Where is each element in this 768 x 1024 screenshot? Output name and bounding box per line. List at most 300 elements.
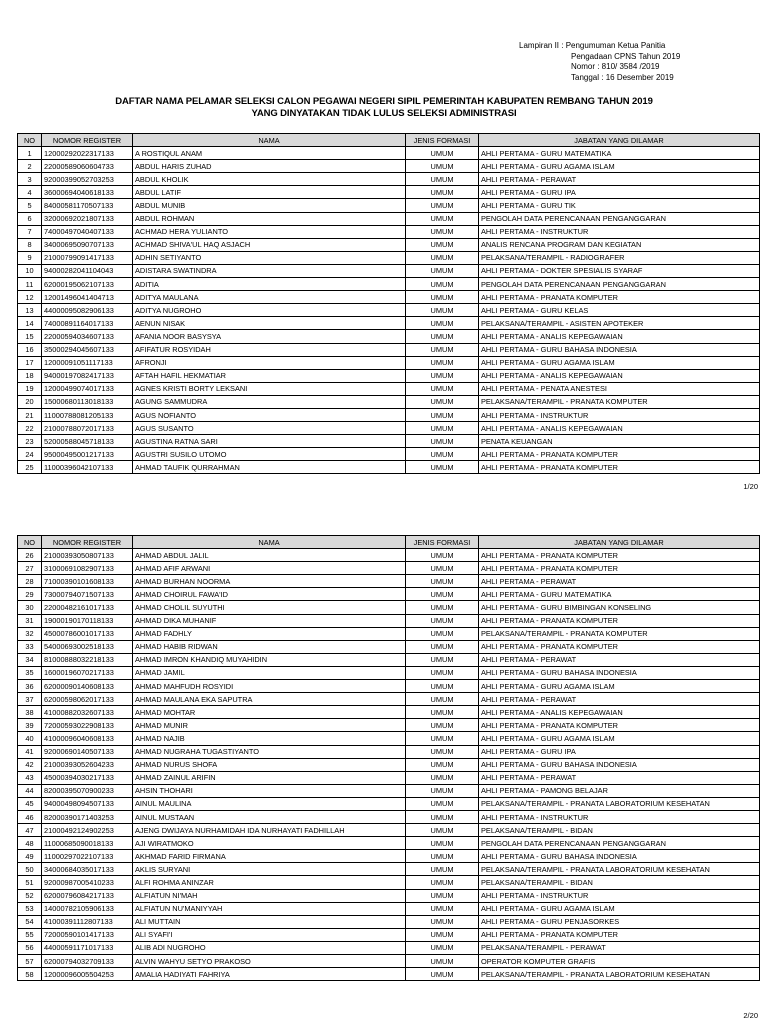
cell-jabatan: AHLI PERTAMA - INSTRUKTUR	[479, 225, 760, 238]
cell-register: 12000096005504253	[42, 968, 133, 981]
cell-register: 94000197082417133	[42, 369, 133, 382]
cell-jabatan: AHLI PERTAMA - PERAWAT	[479, 575, 760, 588]
cell-formasi: UMUM	[406, 706, 479, 719]
cell-formasi: UMUM	[406, 382, 479, 395]
table-row	[18, 461, 760, 474]
cell-no: 11	[18, 278, 42, 291]
lampiran-line: Tanggal : 16 Desember 2019	[571, 72, 674, 82]
cell-formasi: UMUM	[406, 627, 479, 640]
cell-nama: AGUSTRI SUSILO UTOMO	[133, 448, 406, 461]
cell-nama: AHMAD NAJIB	[133, 732, 406, 745]
cell-formasi: UMUM	[406, 575, 479, 588]
table-row	[18, 680, 760, 693]
cell-no: 31	[18, 614, 42, 627]
cell-formasi: UMUM	[406, 448, 479, 461]
cell-nama: A ROSTIQUL ANAM	[133, 147, 406, 160]
cell-jabatan: AHLI PERTAMA - PRANATA KOMPUTER	[479, 448, 760, 461]
cell-nama: AHMAD MAULANA EKA SAPUTRA	[133, 693, 406, 706]
document-page-1	[0, 0, 768, 500]
cell-jabatan: PELAKSANA/TERAMPIL - BIDAN	[479, 824, 760, 837]
cell-no: 43	[18, 771, 42, 784]
cell-register: 34000684035017133	[42, 863, 133, 876]
table-row	[18, 601, 760, 614]
cell-jabatan: PENATA KEUANGAN	[479, 435, 760, 448]
cell-nama: AJI WIRATMOKO	[133, 837, 406, 850]
table-row	[18, 771, 760, 784]
cell-register: 31000691082907133	[42, 562, 133, 575]
cell-register: 92000987005410233	[42, 876, 133, 889]
col-header-no: NO	[18, 536, 42, 549]
cell-formasi: UMUM	[406, 549, 479, 562]
cell-jabatan: PELAKSANA/TERAMPIL - PRANATA KOMPUTER	[479, 627, 760, 640]
cell-nama: AINUL MAULINA	[133, 797, 406, 810]
table-row	[18, 448, 760, 461]
cell-nama: AHMAD MOHTAR	[133, 706, 406, 719]
cell-register: 22000589060604733	[42, 160, 133, 173]
cell-jabatan: AHLI PERTAMA - PERAWAT	[479, 771, 760, 784]
cell-jabatan: AHLI PERTAMA - GURU TIK	[479, 199, 760, 212]
cell-no: 42	[18, 758, 42, 771]
cell-no: 46	[18, 810, 42, 823]
table-row	[18, 291, 760, 304]
col-header-nama: NAMA	[133, 536, 406, 549]
cell-no: 27	[18, 562, 42, 575]
cell-no: 30	[18, 601, 42, 614]
cell-no: 33	[18, 640, 42, 653]
table-row	[18, 549, 760, 562]
cell-formasi: UMUM	[406, 186, 479, 199]
cell-formasi: UMUM	[406, 732, 479, 745]
cell-nama: AKLIS SURYANI	[133, 863, 406, 876]
table-header-row	[18, 536, 760, 549]
table-row	[18, 588, 760, 601]
cell-register: 12001496041404713	[42, 291, 133, 304]
cell-jabatan: AHLI PERTAMA - ANALIS KEPEGAWAIAN	[479, 706, 760, 719]
table-row	[18, 627, 760, 640]
cell-no: 25	[18, 461, 42, 474]
cell-register: 62000794032709133	[42, 955, 133, 968]
cell-no: 13	[18, 304, 42, 317]
cell-nama: AHMAD MUNIR	[133, 719, 406, 732]
cell-register: 82000390171403253	[42, 810, 133, 823]
cell-register: 21000492124902253	[42, 824, 133, 837]
applicant-table-page-1	[17, 133, 760, 474]
cell-no: 58	[18, 968, 42, 981]
cell-register: 72000593022908133	[42, 719, 133, 732]
cell-formasi: UMUM	[406, 719, 479, 732]
cell-jabatan: AHLI PERTAMA - PERAWAT	[479, 653, 760, 666]
cell-jabatan: PELAKSANA/TERAMPIL - PRANATA LABORATORIUM KESEHATAN	[479, 968, 760, 981]
cell-register: 21000788072017133	[42, 422, 133, 435]
cell-nama: ALI MUTTAIN	[133, 915, 406, 928]
cell-formasi: UMUM	[406, 160, 479, 173]
cell-jabatan: PELAKSANA/TERAMPIL - RADIOGRAFER	[479, 251, 760, 264]
cell-register: 74000891164017133	[42, 317, 133, 330]
cell-no: 50	[18, 863, 42, 876]
cell-nama: AJENG DWIJAYA NURHAMIDAH IDA NURHAYATI FADHILLAH	[133, 824, 406, 837]
cell-no: 54	[18, 915, 42, 928]
cell-nama: AINUL MUSTAAN	[133, 810, 406, 823]
table-row	[18, 422, 760, 435]
cell-no: 45	[18, 797, 42, 810]
cell-jabatan: PELAKSANA/TERAMPIL - PRANATA LABORATORIUM KESEHATAN	[479, 863, 760, 876]
cell-register: 41000391112807133	[42, 915, 133, 928]
cell-formasi: UMUM	[406, 317, 479, 330]
table-row	[18, 395, 760, 408]
cell-jabatan: AHLI PERTAMA - GURU AGAMA ISLAM	[479, 732, 760, 745]
title-line-1: DAFTAR NAMA PELAMAR SELEKSI CALON PEGAWAI NEGERI SIPIL PEMERINTAH KABUPATEN REMBANG TAHUN 2019	[115, 96, 653, 107]
cell-nama: AHMAD AFIF ARWANI	[133, 562, 406, 575]
cell-nama: AHMAD BURHAN NOORMA	[133, 575, 406, 588]
cell-jabatan: AHLI PERTAMA - INSTRUKTUR	[479, 810, 760, 823]
table-row	[18, 408, 760, 421]
cell-register: 54000693002518133	[42, 640, 133, 653]
table-row	[18, 955, 760, 968]
table-row	[18, 824, 760, 837]
cell-no: 3	[18, 173, 42, 186]
cell-jabatan: AHLI PERTAMA - GURU AGAMA ISLAM	[479, 356, 760, 369]
table-row	[18, 758, 760, 771]
cell-nama: AHMAD CHOIRUL FAWA'ID	[133, 588, 406, 601]
cell-formasi: UMUM	[406, 889, 479, 902]
cell-formasi: UMUM	[406, 745, 479, 758]
cell-register: 12000091051117133	[42, 356, 133, 369]
cell-formasi: UMUM	[406, 238, 479, 251]
cell-no: 35	[18, 666, 42, 679]
cell-no: 28	[18, 575, 42, 588]
cell-register: 62000090140608133	[42, 680, 133, 693]
lampiran-line: Pengadaan CPNS Tahun 2019	[571, 51, 681, 61]
table-row	[18, 784, 760, 797]
cell-no: 38	[18, 706, 42, 719]
cell-nama: AHMAD ZAINUL ARIFIN	[133, 771, 406, 784]
cell-no: 41	[18, 745, 42, 758]
cell-formasi: UMUM	[406, 343, 479, 356]
cell-nama: ABDUL ROHMAN	[133, 212, 406, 225]
table-header-row	[18, 134, 760, 147]
cell-register: 19000190170118133	[42, 614, 133, 627]
cell-nama: AHMAD CHOLIL SUYUTHI	[133, 601, 406, 614]
table-row	[18, 693, 760, 706]
cell-jabatan: AHLI PERTAMA - GURU IPA	[479, 186, 760, 199]
table-row	[18, 369, 760, 382]
cell-formasi: UMUM	[406, 824, 479, 837]
cell-formasi: UMUM	[406, 562, 479, 575]
table-row	[18, 264, 760, 277]
cell-no: 51	[18, 876, 42, 889]
table-row	[18, 199, 760, 212]
cell-formasi: UMUM	[406, 810, 479, 823]
cell-register: 11000396042107133	[42, 461, 133, 474]
cell-no: 47	[18, 824, 42, 837]
cell-no: 20	[18, 395, 42, 408]
cell-jabatan: PELAKSANA/TERAMPIL - PRANATA LABORATORIUM KESEHATAN	[479, 797, 760, 810]
cell-formasi: UMUM	[406, 968, 479, 981]
table-row	[18, 212, 760, 225]
cell-register: 22000594034607133	[42, 330, 133, 343]
table-row	[18, 238, 760, 251]
table-row	[18, 160, 760, 173]
cell-no: 12	[18, 291, 42, 304]
cell-nama: ABDUL HARIS ZUHAD	[133, 160, 406, 173]
cell-nama: ALFIATUN NI'MAH	[133, 889, 406, 902]
cell-no: 8	[18, 238, 42, 251]
cell-nama: AHMAD NURUS SHOFA	[133, 758, 406, 771]
table-row	[18, 850, 760, 863]
cell-formasi: UMUM	[406, 278, 479, 291]
cell-jabatan: OPERATOR KOMPUTER GRAFIS	[479, 955, 760, 968]
cell-formasi: UMUM	[406, 758, 479, 771]
cell-nama: ALIB ADI NUGROHO	[133, 941, 406, 954]
cell-jabatan: AHLI PERTAMA - PRANATA KOMPUTER	[479, 562, 760, 575]
cell-register: 92000399052703253	[42, 173, 133, 186]
table-row	[18, 317, 760, 330]
cell-jabatan: PELAKSANA/TERAMPIL - PRANATA KOMPUTER	[479, 395, 760, 408]
table-row	[18, 928, 760, 941]
cell-no: 9	[18, 251, 42, 264]
cell-nama: AHMAD IMRON KHANDIQ MUYAHIDIN	[133, 653, 406, 666]
cell-nama: AGUS SUSANTO	[133, 422, 406, 435]
table-row	[18, 968, 760, 981]
cell-formasi: UMUM	[406, 173, 479, 186]
cell-no: 1	[18, 147, 42, 160]
cell-nama: ADITYA MAULANA	[133, 291, 406, 304]
cell-formasi: UMUM	[406, 225, 479, 238]
cell-register: 95000495001217133	[42, 448, 133, 461]
cell-no: 22	[18, 422, 42, 435]
cell-jabatan: AHLI PERTAMA - PRANATA KOMPUTER	[479, 640, 760, 653]
cell-no: 37	[18, 693, 42, 706]
cell-register: 44000591171017133	[42, 941, 133, 954]
cell-nama: AHMAD NUGRAHA TUGASTIYANTO	[133, 745, 406, 758]
cell-register: 92000690140507133	[42, 745, 133, 758]
cell-formasi: UMUM	[406, 928, 479, 941]
cell-no: 26	[18, 549, 42, 562]
cell-nama: AFIFATUR ROSYIDAH	[133, 343, 406, 356]
cell-jabatan: PENGOLAH DATA PERENCANAAN PENGANGGARAN	[479, 212, 760, 225]
col-header-nama: NAMA	[133, 134, 406, 147]
cell-register: 62000796084217133	[42, 889, 133, 902]
table-row	[18, 356, 760, 369]
cell-formasi: UMUM	[406, 601, 479, 614]
table-row	[18, 941, 760, 954]
cell-no: 29	[18, 588, 42, 601]
cell-formasi: UMUM	[406, 863, 479, 876]
cell-no: 21	[18, 408, 42, 421]
cell-no: 10	[18, 264, 42, 277]
cell-no: 55	[18, 928, 42, 941]
cell-register: 21000393050807133	[42, 549, 133, 562]
cell-nama: ALFIATUN NU'MANIYYAH	[133, 902, 406, 915]
cell-formasi: UMUM	[406, 264, 479, 277]
cell-nama: AFANIA NOOR BASYSYA	[133, 330, 406, 343]
cell-formasi: UMUM	[406, 304, 479, 317]
cell-no: 6	[18, 212, 42, 225]
table-row	[18, 810, 760, 823]
col-header-register: NOMOR REGISTER	[42, 134, 133, 147]
cell-no: 56	[18, 941, 42, 954]
cell-nama: AHMAD ABDUL JALIL	[133, 549, 406, 562]
table-row	[18, 575, 760, 588]
cell-jabatan: AHLI PERTAMA - PERAWAT	[479, 693, 760, 706]
cell-jabatan: AHLI PERTAMA - PRANATA KOMPUTER	[479, 549, 760, 562]
cell-nama: ABDUL MUNIB	[133, 199, 406, 212]
table-row	[18, 562, 760, 575]
cell-formasi: UMUM	[406, 199, 479, 212]
cell-formasi: UMUM	[406, 147, 479, 160]
cell-nama: ABDUL LATIF	[133, 186, 406, 199]
cell-register: 34000695090707133	[42, 238, 133, 251]
cell-nama: ADITYA NUGROHO	[133, 304, 406, 317]
table-row	[18, 745, 760, 758]
cell-register: 21000393052604233	[42, 758, 133, 771]
lampiran-line: Nomor : 810/ 3584 /2019	[571, 62, 660, 71]
col-header-no: NO	[18, 134, 42, 147]
lampiran-line: Lampiran II : Pengumuman Ketua Panitia	[519, 41, 666, 50]
cell-nama: AHMAD JAMIL	[133, 666, 406, 679]
cell-nama: ACHMAD HERA YULIANTO	[133, 225, 406, 238]
cell-register: 11000297022107133	[42, 850, 133, 863]
cell-nama: AHMAD MAHFUDH ROSYIDI	[133, 680, 406, 693]
table-row	[18, 915, 760, 928]
cell-no: 14	[18, 317, 42, 330]
cell-register: 84000581170507133	[42, 199, 133, 212]
col-header-formasi: JENIS FORMASI	[406, 536, 479, 549]
cell-formasi: UMUM	[406, 395, 479, 408]
cell-nama: AHMAD DIKA MUHANIF	[133, 614, 406, 627]
cell-register: 11000685090018133	[42, 837, 133, 850]
cell-no: 48	[18, 837, 42, 850]
cell-nama: AHMAD HABIB RIDWAN	[133, 640, 406, 653]
table-row	[18, 147, 760, 160]
cell-jabatan: AHLI PERTAMA - INSTRUKTUR	[479, 408, 760, 421]
cell-formasi: UMUM	[406, 876, 479, 889]
cell-nama: AKHMAD FARID FIRMANA	[133, 850, 406, 863]
lampiran-block	[519, 41, 680, 83]
cell-jabatan: AHLI PERTAMA - GURU MATEMATIKA	[479, 588, 760, 601]
cell-formasi: UMUM	[406, 837, 479, 850]
cell-formasi: UMUM	[406, 614, 479, 627]
cell-nama: AHMAD FADHLY	[133, 627, 406, 640]
cell-jabatan: AHLI PERTAMA - PRANATA KOMPUTER	[479, 928, 760, 941]
page-number: 1/20	[743, 482, 758, 491]
cell-register: 94000498094507133	[42, 797, 133, 810]
cell-jabatan: AHLI PERTAMA - PENATA ANESTESI	[479, 382, 760, 395]
cell-register: 22000482161017133	[42, 601, 133, 614]
cell-register: 62000195062107133	[42, 278, 133, 291]
cell-jabatan: PELAKSANA/TERAMPIL - ASISTEN APOTEKER	[479, 317, 760, 330]
cell-jabatan: AHLI PERTAMA - GURU MATEMATIKA	[479, 147, 760, 160]
col-header-jabatan: JABATAN YANG DILAMAR	[479, 536, 760, 549]
cell-register: 12000292022317133	[42, 147, 133, 160]
title-line-2: YANG DINYATAKAN TIDAK LULUS SELEKSI ADMINISTRASI	[251, 108, 517, 119]
cell-nama: ADISTARA SWATINDRA	[133, 264, 406, 277]
table-row	[18, 382, 760, 395]
cell-nama: AGNES KRISTI BORTY LEKSANI	[133, 382, 406, 395]
cell-register: 11000788081205133	[42, 408, 133, 421]
cell-jabatan: AHLI PERTAMA - GURU BAHASA INDONESIA	[479, 850, 760, 863]
cell-jabatan: AHLI PERTAMA - ANALIS KEPEGAWAIAN	[479, 422, 760, 435]
cell-formasi: UMUM	[406, 461, 479, 474]
cell-nama: ALI SYAFI'I	[133, 928, 406, 941]
cell-jabatan: AHLI PERTAMA - GURU IPA	[479, 745, 760, 758]
cell-formasi: UMUM	[406, 588, 479, 601]
table-row	[18, 902, 760, 915]
cell-nama: ABDUL KHOLIK	[133, 173, 406, 186]
cell-formasi: UMUM	[406, 693, 479, 706]
cell-no: 40	[18, 732, 42, 745]
cell-register: 16000196070217133	[42, 666, 133, 679]
document-title	[0, 96, 768, 120]
cell-nama: AHSIN THOHARI	[133, 784, 406, 797]
cell-formasi: UMUM	[406, 251, 479, 264]
cell-no: 36	[18, 680, 42, 693]
cell-nama: ADHIN SETIYANTO	[133, 251, 406, 264]
table-row	[18, 863, 760, 876]
cell-jabatan: AHLI PERTAMA - PERAWAT	[479, 173, 760, 186]
cell-no: 7	[18, 225, 42, 238]
cell-no: 5	[18, 199, 42, 212]
cell-no: 23	[18, 435, 42, 448]
cell-register: 41000096040608133	[42, 732, 133, 745]
cell-formasi: UMUM	[406, 356, 479, 369]
cell-register: 14000782105906133	[42, 902, 133, 915]
table-row	[18, 706, 760, 719]
cell-formasi: UMUM	[406, 330, 479, 343]
cell-no: 53	[18, 902, 42, 915]
cell-register: 52000588045718133	[42, 435, 133, 448]
cell-register: 21000799091417133	[42, 251, 133, 264]
table-row	[18, 278, 760, 291]
cell-register: 73000794071507133	[42, 588, 133, 601]
cell-jabatan: AHLI PERTAMA - PRANATA KOMPUTER	[479, 719, 760, 732]
table-row	[18, 666, 760, 679]
col-header-formasi: JENIS FORMASI	[406, 134, 479, 147]
cell-register: 94000282041104043	[42, 264, 133, 277]
cell-formasi: UMUM	[406, 955, 479, 968]
table-row	[18, 330, 760, 343]
applicant-table-page-2	[17, 535, 760, 981]
cell-register: 41000882032607133	[42, 706, 133, 719]
table-row	[18, 435, 760, 448]
cell-jabatan: AHLI PERTAMA - GURU BIMBINGAN KONSELING	[479, 601, 760, 614]
cell-no: 2	[18, 160, 42, 173]
cell-formasi: UMUM	[406, 850, 479, 863]
cell-formasi: UMUM	[406, 902, 479, 915]
cell-jabatan: ANALIS RENCANA PROGRAM DAN KEGIATAN	[479, 238, 760, 251]
cell-register: 72000590101417133	[42, 928, 133, 941]
table-row	[18, 732, 760, 745]
table-row	[18, 173, 760, 186]
cell-register: 45000786001017133	[42, 627, 133, 640]
cell-jabatan: AHLI PERTAMA - PRANATA KOMPUTER	[479, 614, 760, 627]
page-number: 2/20	[743, 1011, 758, 1020]
cell-formasi: UMUM	[406, 422, 479, 435]
cell-formasi: UMUM	[406, 435, 479, 448]
table-row	[18, 343, 760, 356]
cell-nama: AMALIA HADIYATI FAHRIYA	[133, 968, 406, 981]
cell-no: 19	[18, 382, 42, 395]
cell-register: 62000598062017133	[42, 693, 133, 706]
cell-nama: AGUNG SAMMUDRA	[133, 395, 406, 408]
cell-nama: AHMAD TAUFIK QURRAHMAN	[133, 461, 406, 474]
cell-jabatan: AHLI PERTAMA - PRANATA KOMPUTER	[479, 461, 760, 474]
cell-no: 57	[18, 955, 42, 968]
cell-nama: ALVIN WAHYU SETYO PRAKOSO	[133, 955, 406, 968]
cell-nama: ALFI ROHMA ANINZAR	[133, 876, 406, 889]
cell-jabatan: AHLI PERTAMA - GURU BAHASA INDONESIA	[479, 343, 760, 356]
cell-jabatan: AHLI PERTAMA - GURU PENJASORKES	[479, 915, 760, 928]
